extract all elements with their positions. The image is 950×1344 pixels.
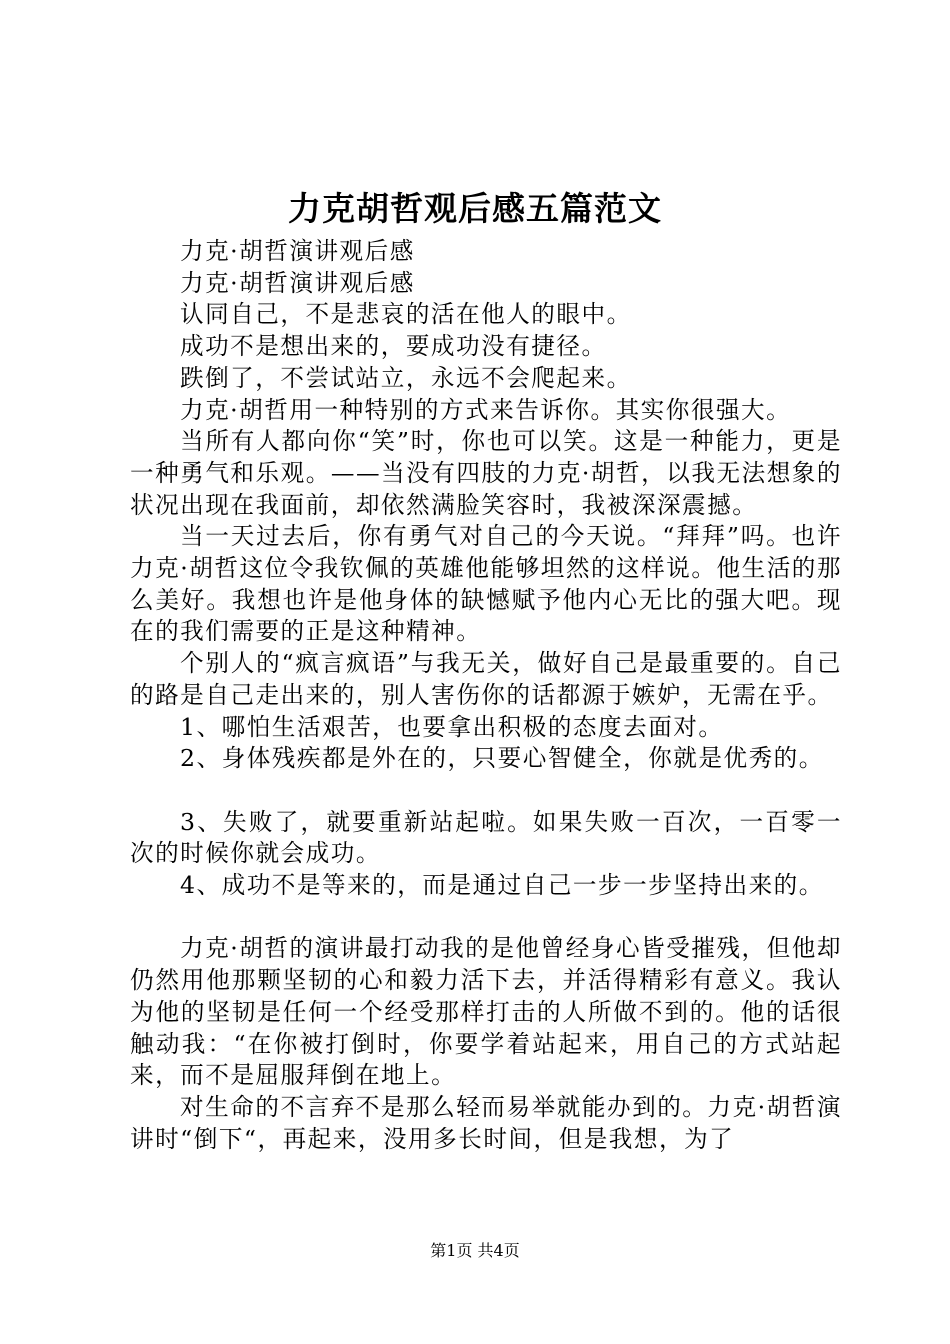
- paragraph: 跌倒了，不尝试站立，永远不会爬起来。: [180, 363, 632, 392]
- paragraph: 个别人的“疯言疯语”与我无关，做好自己是最重要的。自己的路是自己走出来的，别人害伤你的话都源于嫉妒，无需在乎。: [130, 649, 842, 709]
- paragraph: 力克·胡哲用一种特别的方式来告诉你。其实你很强大。: [180, 395, 792, 424]
- list-item: 1、哪怕生活艰苦，也要拿出积极的态度去面对。: [180, 712, 724, 741]
- list-item: 3、失败了，就要重新站起啦。如果失败一百次，一百零一次的时候你就会成功。: [130, 807, 842, 868]
- list-item: 2、身体残疾都是外在的，只要心智健全，你就是优秀的。: [180, 744, 824, 773]
- paragraph: 力克·胡哲的演讲最打动我的是他曾经身心皆受摧残，但他却仍然用他那颗坚韧的心和毅力活下去，并活得精彩有意义。我认为他的坚韧是任何一个经受那样打击的人所做不到的。他的话很触动我：“在你被打倒时，你要学着站起来，用自己的方式站起来，而不是屈服拜倒在地上。: [130, 934, 842, 1090]
- paragraph: 当一天过去后，你有勇气对自己的今天说。“拜拜”吗。也许力克·胡哲这位令我钦佩的英雄他能够坦然的这样说。他生活的那么美好。我想也许是他身体的缺憾赋予他内心无比的强大吧。现在的我们需要的正是这种精神。: [130, 522, 842, 646]
- paragraph: 力克·胡哲演讲观后感: [180, 237, 415, 265]
- document-title: 力克胡哲观后感五篇范文: [288, 189, 662, 228]
- paragraph: 对生命的不言弃不是那么轻而易举就能办到的。力克·胡哲演讲时“倒下“，再起来，没用多长时间，但是我想，为了: [130, 1092, 842, 1153]
- paragraph: 认同自己，不是悲哀的活在他人的眼中。: [180, 300, 632, 329]
- list-item: 4、成功不是等来的，而是通过自己一步一步坚持出来的。: [180, 871, 824, 900]
- page-number: 第1页 共4页: [430, 1241, 520, 1260]
- paragraph: 力克·胡哲演讲观后感: [180, 268, 415, 297]
- paragraph: 成功不是想出来的，要成功没有捷径。: [180, 332, 607, 361]
- document-body: [130, 236, 842, 1155]
- paragraph: 当所有人都向你“笑”时，你也可以笑。这是一种能力，更是一种勇气和乐观。——当没有四肢的力克·胡哲，以我无法想象的状况出现在我面前，却依然满脸笑容时，我被深深震撼。: [130, 427, 842, 519]
